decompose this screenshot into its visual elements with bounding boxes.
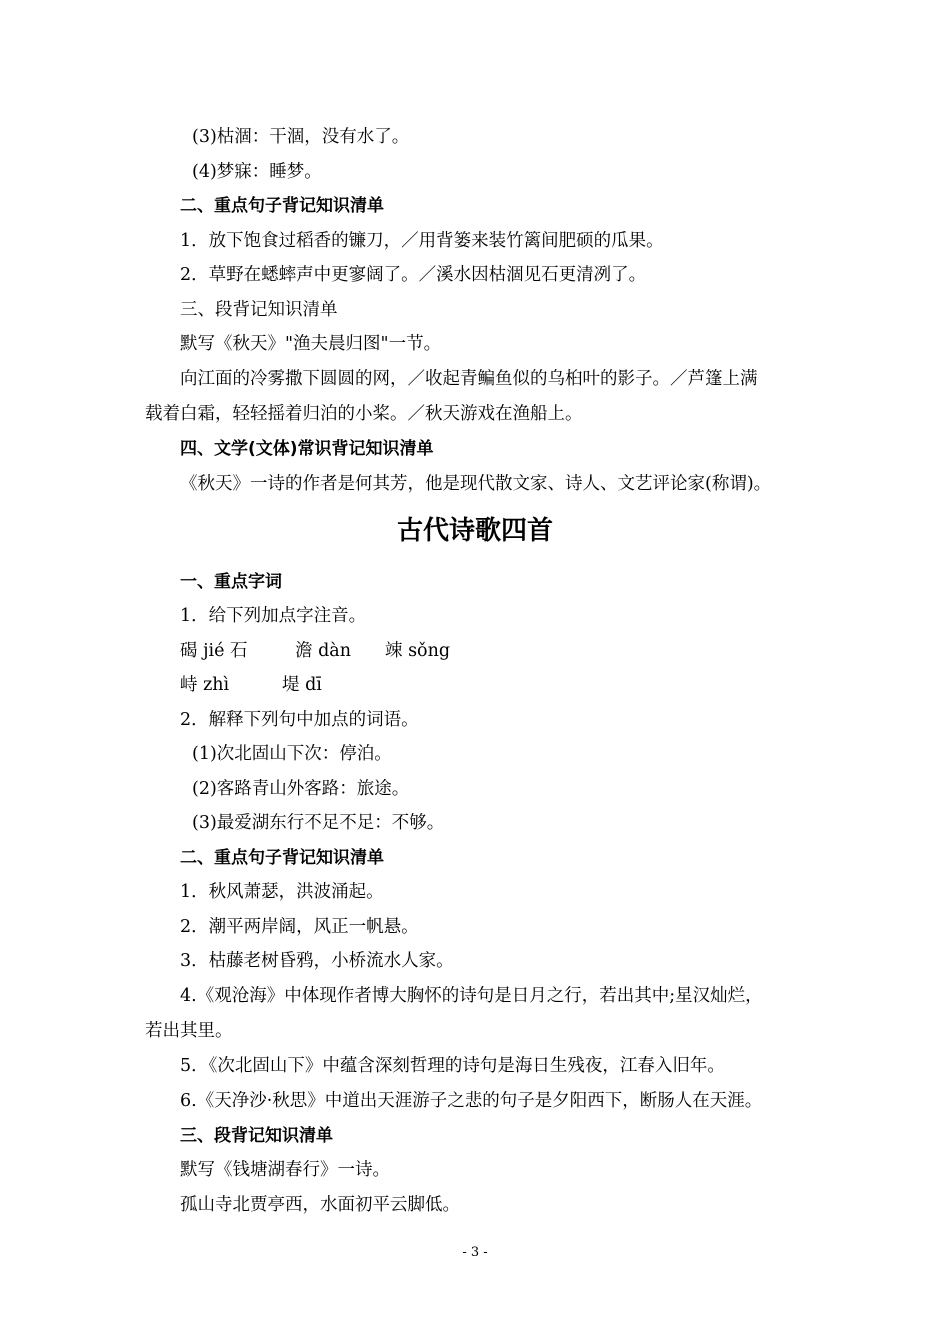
pinyin-row [180,673,322,697]
key-sentence: 3．枯藤老树昏鸦，小桥流水人家。 [180,951,454,971]
key-sentence: 6.《天净沙·秋思》中道出天涯游子之悲的句子是夕阳西下，断肠人在天涯。 [180,1091,763,1111]
question: 2．解释下列句中加点的词语。 [180,710,419,730]
definition-item: (2)客路青山外客路：旅途。 [192,779,410,799]
dictation-instruction: 默写《秋天》"渔夫晨归图"一节。 [180,334,442,354]
poem-line: 孤山寺北贾亭西，水面初平云脚低。 [180,1195,460,1215]
section-heading: 二、重点句子背记知识清单 [180,848,384,868]
definition-item-4: (4)梦寐：睡梦。 [192,162,322,182]
pinyin-item: 堤 dī [282,675,322,695]
pinyin-row [180,639,450,663]
section-heading: 一、重点字词 [180,572,282,592]
passage-line: 载着白霜，轻轻摇着归泊的小桨。／秋天游戏在渔船上。 [145,404,583,424]
pinyin-item: 澹 dàn [295,641,351,661]
key-sentence: 5．《次北固山下》中蕴含深刻哲理的诗句是海日生残夜，江春入旧年。 [180,1056,725,1076]
passage-line: 向江面的冷雾撒下圆圆的网，／收起青鳊鱼似的乌桕叶的影子。／芦篷上满 [180,369,758,389]
key-sentence: 1．秋风萧瑟，洪波涌起。 [180,882,384,902]
pinyin-item: 碣 jié 石 [180,641,248,661]
key-sentence: 2．草野在蟋蟀声中更寥阔了。／溪水因枯涸见石更清冽了。 [180,265,647,285]
question: 1．给下列加点字注音。 [180,606,367,626]
literature-note: 《秋天》一诗的作者是何其芳，他是现代散文家、诗人、文艺评论家(称谓)。 [180,474,772,494]
key-sentence: 1．放下饱食过稻香的镰刀，／用背篓来装竹篱间肥硕的瓜果。 [180,231,664,251]
section-heading: 二、重点句子背记知识清单 [180,196,384,216]
page-number: - 3 - [462,1245,488,1260]
definition-item-3: (3)枯涸：干涸，没有水了。 [192,127,410,147]
dictation-instruction: 默写《钱塘湖春行》一诗。 [180,1160,390,1180]
definition-item: (3)最爱湖东行不足不足：不够。 [192,813,445,833]
definition-item: (1)次北固山下次：停泊。 [192,744,392,764]
section-heading: 三、段背记知识清单 [180,1126,333,1146]
section-title: 古代诗歌四首 [396,516,553,546]
pinyin-item: 峙 zhì [180,675,230,695]
key-sentence: 4.《观沧海》中体现作者博大胸怀的诗句是日月之行，若出其中;星汉灿烂， [180,986,763,1006]
key-sentence: 若出其里。 [145,1021,233,1041]
section-heading: 三、段背记知识清单 [180,300,338,320]
section-heading: 四、文学(文体)常识背记知识清单 [180,439,434,459]
key-sentence: 2．潮平两岸阔，风正一帆悬。 [180,917,419,937]
pinyin-item: 竦 sǒng [385,641,451,661]
